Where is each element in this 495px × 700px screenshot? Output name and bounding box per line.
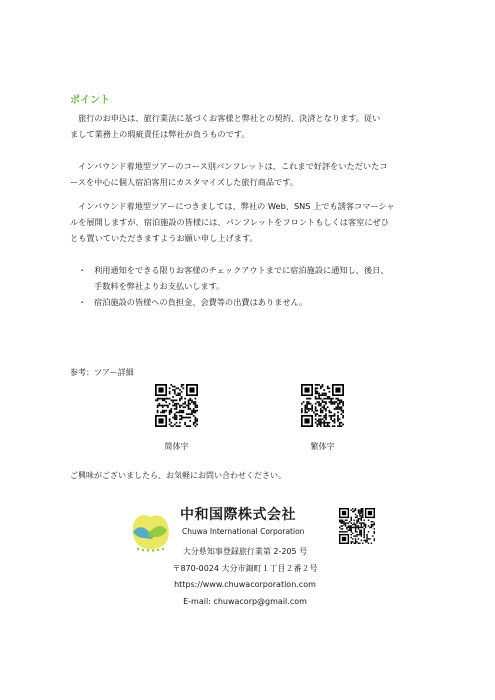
qr-label-simplified: 简体字 [164,442,189,451]
qr-simplified-group [155,384,198,452]
paragraph-line: インバウンド着地型ツアーのコース別パンフレットは、これまで好評をいただいたコ [78,161,388,171]
bullet-line: 手数料を弊社よりお支払いします。 [94,281,225,291]
company-address: 〒870-0024 大分市錦町１丁目２番２号 [172,564,318,573]
paragraph-line: 旅行のお申込は、旅行業法に基づくお客様と弊社との契約、決済となります。従い [78,113,381,123]
company-name-en: Chuwa International Corporation [182,527,305,536]
qr-label-traditional: 繁体字 [310,442,335,451]
paragraph-line: とも置いていただきますようお願い申し上げます。 [70,233,258,243]
paragraph-pamphlet [70,158,432,190]
bullet-line: 利用通知をできる限りお客様のチェックアウトまでに宿泊施設に通知し、後日、 [94,265,389,275]
qr-code-icon[interactable] [301,384,344,427]
paragraph-line: ルを展開しますが、宿泊施設の皆様には、パンフレットをフロントもしくは客室にぜひ [70,217,389,227]
company-email-link[interactable]: E-mail: chuwacorp@gmail.com [183,597,307,606]
paragraph-line: まして業務上の瑕疵責任は弊社が負うものです。 [70,129,250,139]
bullet-marker: ・ [78,297,87,307]
section-heading: ポイント [70,95,110,106]
qr-code-icon[interactable] [155,384,198,427]
bullet-marker: ・ [78,265,87,275]
bullet-list [70,262,440,310]
paragraph-line: ースを中心に個人宿泊客用にカスタマイズした旅行商品です。 [70,177,298,187]
reference-label: 参考：ツアー詳細 [70,368,134,377]
bullet-line: 宿泊施設の皆様への負担金、会費等の出費はありません。 [94,297,308,307]
company-name: 中和国際株式会社 [180,507,296,523]
paragraph-line: インバウンド着地型ツアーにつきましては、弊社の Web、SNS 上でも誘客コマーシャ [78,201,395,211]
qr-code-icon[interactable] [339,508,375,544]
bullet-item [70,262,440,294]
company-website-link[interactable]: https://www.chuwacorporation.com [174,580,316,589]
bullet-item [70,294,440,310]
qr-traditional-group [301,384,344,452]
paragraph-promotion [70,198,432,246]
registration-number: 大分県知事登録旅行業第 2-205 号 [182,547,308,556]
closing-text: ご興味がございましたら、お気軽にお問い合わせください。 [70,471,286,480]
paragraph-contract [70,110,432,142]
